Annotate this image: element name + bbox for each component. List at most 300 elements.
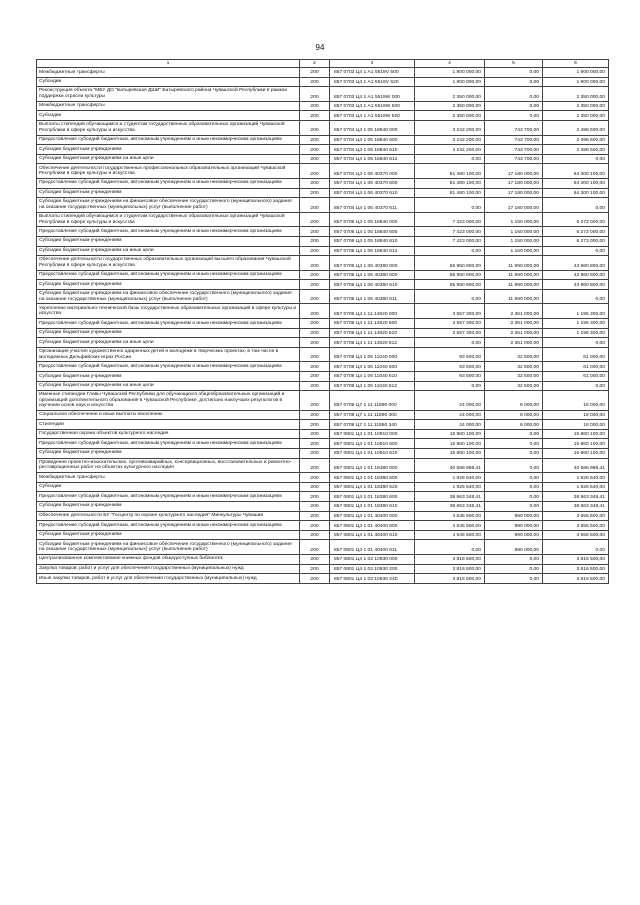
- row-code-cell: 200: [300, 319, 330, 329]
- row-code-cell: 200: [300, 530, 330, 540]
- row-code-cell: 200: [300, 178, 330, 188]
- row-amount-approved-cell: 0,00: [415, 154, 485, 164]
- row-name-cell: Обеспечение деятельности государственных профессиональных образовательных организаций Чувашской Республики в сфере культуры и искусства: [37, 164, 300, 179]
- table-row: [37, 246, 609, 256]
- row-classification-cell: 857 0801 Ц4 1 01 18380 520: [330, 482, 415, 492]
- row-classification-cell: 857 0801 Ц4 1 01 40400 000: [330, 511, 415, 521]
- row-name-cell: Субсидии бюджетным учреждениям: [37, 188, 300, 198]
- row-classification-cell: 857 0801 Ц4 1 01 10910 000: [330, 429, 415, 439]
- row-name-cell: Стипендии: [37, 420, 300, 430]
- row-amount-approved-cell: 15 860 100,00: [415, 439, 485, 449]
- row-classification-cell: 857 0801 Ц4 1 02 10930 240: [330, 574, 415, 584]
- row-amount-approved-cell: 0,00: [415, 381, 485, 391]
- row-amount-approved-cell: 24 000,00: [415, 391, 485, 410]
- row-amount-total-cell: 1 925 640,00: [543, 482, 609, 492]
- row-amount-total-cell: 61 000,00: [543, 372, 609, 382]
- row-name-cell: Субсидии бюджетным учреждениям: [37, 328, 300, 338]
- row-amount-total-cell: 1 900 000,00: [543, 77, 609, 87]
- row-amount-change-cell: 890 000,00: [485, 521, 543, 531]
- row-amount-change-cell: 6 000,00: [485, 410, 543, 420]
- row-amount-approved-cell: 4 545 500,00: [415, 511, 485, 521]
- row-amount-change-cell: 17 180 000,00: [485, 188, 543, 198]
- row-amount-total-cell: 1 196 300,00: [543, 304, 609, 319]
- row-amount-change-cell: 1 150 000,00: [485, 236, 543, 246]
- row-code-cell: 200: [300, 362, 330, 372]
- row-amount-approved-cell: 3 816 500,00: [415, 574, 485, 584]
- row-amount-approved-cell: 93 500,00: [415, 372, 485, 382]
- row-amount-total-cell: 38 663 348,41: [543, 492, 609, 502]
- row-amount-total-cell: 43 960 800,00: [543, 270, 609, 280]
- row-name-cell: Субсидии бюджетным учреждениям на иные цели: [37, 338, 300, 348]
- row-amount-approved-cell: 7 423 000,00: [415, 212, 485, 227]
- row-classification-cell: 857 0706 Ц4 1 05 18840 000: [330, 212, 415, 227]
- row-code-cell: 200: [300, 473, 330, 483]
- table-row: [37, 236, 609, 246]
- row-classification-cell: 857 0706 Ц4 1 06 40380 000: [330, 256, 415, 271]
- row-amount-change-cell: 0,00: [485, 68, 543, 78]
- table-row: [37, 372, 609, 382]
- row-amount-change-cell: 32 500,00: [485, 381, 543, 391]
- table-row: [37, 270, 609, 280]
- row-name-cell: Предоставление субсидий бюджетным, автономным учреждениям и иным некоммерческим организациям: [37, 135, 300, 145]
- row-code-cell: 200: [300, 289, 330, 304]
- row-name-cell: Межбюджетные трансферты: [37, 101, 300, 111]
- row-name-cell: Выплаты стипендий обучающимся и студентам государственных образовательных организаций Чувашской Республики в сфере культуры и искусства: [37, 120, 300, 135]
- row-amount-total-cell: 0,00: [543, 198, 609, 213]
- table-row: [37, 120, 609, 135]
- row-code-cell: 200: [300, 270, 330, 280]
- row-amount-change-cell: 0,00: [485, 564, 543, 574]
- row-amount-approved-cell: 0,00: [415, 540, 485, 555]
- row-name-cell: Субсидии бюджетным учреждениям на иные цели: [37, 381, 300, 391]
- row-name-cell: Предоставление субсидий бюджетным, автономным учреждениям и иным некоммерческим организациям: [37, 227, 300, 237]
- row-name-cell: Реконструкция объекта "МБУ ДО "Батыревская ДШИ" Батыревского района Чувашской Республики в рамках поддержки отрасли культуры: [37, 87, 300, 102]
- row-amount-approved-cell: 81 480 100,00: [415, 164, 485, 179]
- table-row: [37, 319, 609, 329]
- row-amount-total-cell: 18 000,00: [543, 410, 609, 420]
- row-amount-approved-cell: 2 350 000,00: [415, 87, 485, 102]
- row-code-cell: 200: [300, 77, 330, 87]
- row-name-cell: Субсидии бюджетным учреждениям: [37, 448, 300, 458]
- table-row: [37, 564, 609, 574]
- row-amount-change-cell: 1 150 000,00: [485, 246, 543, 256]
- row-amount-total-cell: 6 273 000,00: [543, 227, 609, 237]
- column-header-5: 5: [485, 60, 543, 68]
- table-row: [37, 178, 609, 188]
- table-row: [37, 289, 609, 304]
- column-header-4: 4: [415, 60, 485, 68]
- row-classification-cell: 857 0704 Ц4 1 05 18840 000: [330, 120, 415, 135]
- row-amount-total-cell: 3 655 500,00: [543, 530, 609, 540]
- row-amount-change-cell: 743 700,00: [485, 154, 543, 164]
- row-name-cell: Субсидии бюджетным учреждениям: [37, 530, 300, 540]
- row-amount-total-cell: 0,00: [543, 154, 609, 164]
- row-amount-approved-cell: 93 500,00: [415, 362, 485, 372]
- row-amount-change-cell: 890 000,00: [485, 540, 543, 555]
- row-amount-approved-cell: 4 545 500,00: [415, 530, 485, 540]
- row-code-cell: 200: [300, 212, 330, 227]
- row-name-cell: Централизованное комплектование книжных фондов общедоступных библиотек: [37, 554, 300, 564]
- table-row: [37, 574, 609, 584]
- row-amount-approved-cell: 3 557 300,00: [415, 304, 485, 319]
- row-name-cell: Субсидии бюджетным учреждениям на финансовое обеспечение государственного (муниципального) задания на оказание государственных (муниципальных) услуг (выполнение работ): [37, 289, 300, 304]
- row-amount-total-cell: 0,00: [543, 246, 609, 256]
- table-row: [37, 212, 609, 227]
- row-amount-total-cell: 1 196 300,00: [543, 328, 609, 338]
- row-name-cell: Предоставление субсидий бюджетным, автономным учреждениям и иным некоммерческим организациям: [37, 270, 300, 280]
- row-amount-approved-cell: 0,00: [415, 198, 485, 213]
- row-amount-total-cell: 0,00: [543, 381, 609, 391]
- row-classification-cell: 857 0704 Ц4 1 06 40370 000: [330, 164, 415, 179]
- row-name-cell: Обеспечение деятельности государственных образовательных организаций высшего образования Чувашской Республики в сфере культуры и искусства: [37, 256, 300, 271]
- row-amount-change-cell: 0,00: [485, 458, 543, 473]
- row-classification-cell: 857 0801 Ц4 1 01 40400 610: [330, 530, 415, 540]
- page-number: 94: [315, 43, 325, 52]
- table-row: [37, 429, 609, 439]
- row-classification-cell: 857 0703 Ц4 1 А1 5519V 500: [330, 68, 415, 78]
- row-name-cell: Предоставление субсидий бюджетным, автономным учреждениям и иным некоммерческим организациям: [37, 521, 300, 531]
- table-row: [37, 473, 609, 483]
- row-code-cell: 200: [300, 448, 330, 458]
- table-row: [37, 501, 609, 511]
- row-classification-cell: 857 0706 Ц4 1 11 14820 000: [330, 304, 415, 319]
- row-code-cell: 200: [300, 391, 330, 410]
- row-classification-cell: 857 0706 Ц4 1 11 14820 600: [330, 319, 415, 329]
- row-amount-total-cell: 2 350 000,00: [543, 101, 609, 111]
- row-amount-change-cell: 11 990 000,00: [485, 270, 543, 280]
- row-amount-total-cell: 2 350 000,00: [543, 87, 609, 102]
- row-classification-cell: 857 0801 Ц4 1 01 18380 000: [330, 458, 415, 473]
- table-row: [37, 410, 609, 420]
- row-code-cell: 200: [300, 338, 330, 348]
- table-body: [37, 68, 609, 584]
- row-amount-total-cell: 2 498 500,00: [543, 120, 609, 135]
- row-name-cell: Предоставление субсидий бюджетным, автономным учреждениям и иным некоммерческим организациям: [37, 492, 300, 502]
- row-amount-total-cell: 18 000,00: [543, 391, 609, 410]
- row-amount-total-cell: 15 860 100,00: [543, 448, 609, 458]
- row-amount-change-cell: 0,00: [485, 554, 543, 564]
- budget-table: [36, 59, 609, 584]
- row-name-cell: Предоставление субсидий бюджетным, автономным учреждениям и иным некоммерческим организациям: [37, 319, 300, 329]
- row-classification-cell: 857 0706 Ц4 1 05 18840 600: [330, 227, 415, 237]
- row-name-cell: Субсидии: [37, 111, 300, 121]
- row-amount-change-cell: 0,00: [485, 482, 543, 492]
- row-amount-approved-cell: 38 663 348,41: [415, 501, 485, 511]
- row-amount-approved-cell: 40 588 988,41: [415, 458, 485, 473]
- row-code-cell: 200: [300, 101, 330, 111]
- row-classification-cell: 857 0704 Ц4 1 06 40370 610: [330, 188, 415, 198]
- column-header-2: 2: [300, 60, 330, 68]
- row-amount-change-cell: 0,00: [485, 101, 543, 111]
- row-code-cell: 200: [300, 482, 330, 492]
- row-amount-total-cell: 0,00: [543, 540, 609, 555]
- row-name-cell: Предоставление субсидий бюджетным, автономным учреждениям и иным некоммерческим организациям: [37, 362, 300, 372]
- row-classification-cell: 857 0704 Ц4 1 05 18840 610: [330, 145, 415, 155]
- table-header-row: [37, 60, 609, 68]
- row-amount-change-cell: 0,00: [485, 429, 543, 439]
- column-header-6: 6: [543, 60, 609, 68]
- row-code-cell: 200: [300, 458, 330, 473]
- row-classification-cell: 857 0709 Ц4 1 06 11040 600: [330, 362, 415, 372]
- row-classification-cell: 857 0709 Ц7 1 11 11890 340: [330, 420, 415, 430]
- row-code-cell: 200: [300, 501, 330, 511]
- row-amount-change-cell: 0,00: [485, 439, 543, 449]
- table-row: [37, 458, 609, 473]
- row-amount-approved-cell: 0,00: [415, 246, 485, 256]
- row-amount-total-cell: 6 273 000,00: [543, 212, 609, 227]
- row-classification-cell: 857 0709 Ц7 1 11 11890 300: [330, 410, 415, 420]
- row-classification-cell: 857 0709 Ц7 1 11 11890 000: [330, 391, 415, 410]
- row-amount-change-cell: 32 500,00: [485, 362, 543, 372]
- table-row: [37, 101, 609, 111]
- row-amount-total-cell: 61 000,00: [543, 347, 609, 362]
- row-amount-change-cell: 0,00: [485, 448, 543, 458]
- row-amount-total-cell: 3 655 500,00: [543, 521, 609, 531]
- table-row: [37, 554, 609, 564]
- row-classification-cell: 857 0703 Ц4 1 А1 5519W 000: [330, 87, 415, 102]
- row-amount-change-cell: 2 361 000,00: [485, 319, 543, 329]
- row-classification-cell: 857 0704 Ц4 1 05 18840 600: [330, 135, 415, 145]
- row-name-cell: Субсидии бюджетным учреждениям на финансовое обеспечение государственного (муниципального) задания на оказание государственных (муниципальных) услуг (выполнение работ): [37, 198, 300, 213]
- row-code-cell: 200: [300, 145, 330, 155]
- row-name-cell: Социальное обеспечение и иные выплаты населению: [37, 410, 300, 420]
- row-classification-cell: 857 0706 Ц4 1 05 18840 612: [330, 246, 415, 256]
- row-amount-change-cell: 11 990 000,00: [485, 280, 543, 290]
- table-row: [37, 540, 609, 555]
- row-classification-cell: 857 0706 Ц4 1 06 40380 611: [330, 289, 415, 304]
- table-row: [37, 439, 609, 449]
- row-name-cell: Обеспечение деятельности БУ "Госцентр по охране культурного наследия" Минкультуры Чувашии: [37, 511, 300, 521]
- row-amount-approved-cell: 2 350 000,00: [415, 101, 485, 111]
- row-name-cell: Межбюджетные трансферты: [37, 473, 300, 483]
- row-code-cell: 200: [300, 492, 330, 502]
- column-header-1: 1: [37, 60, 300, 68]
- table-row: [37, 154, 609, 164]
- row-classification-cell: 857 0706 Ц4 1 11 14820 612: [330, 338, 415, 348]
- row-amount-approved-cell: 0,00: [415, 289, 485, 304]
- row-name-cell: Предоставление субсидий бюджетным, автономным учреждениям и иным некоммерческим организациям: [37, 178, 300, 188]
- row-code-cell: 200: [300, 511, 330, 521]
- row-amount-total-cell: 38 663 348,41: [543, 501, 609, 511]
- row-classification-cell: 857 0801 Ц4 1 01 10910 600: [330, 439, 415, 449]
- row-amount-approved-cell: 15 860 100,00: [415, 429, 485, 439]
- table-row: [37, 347, 609, 362]
- row-amount-approved-cell: 24 000,00: [415, 420, 485, 430]
- table-row: [37, 521, 609, 531]
- row-code-cell: 200: [300, 372, 330, 382]
- row-code-cell: 200: [300, 410, 330, 420]
- row-amount-change-cell: 890 000,00: [485, 530, 543, 540]
- row-amount-change-cell: 0,00: [485, 111, 543, 121]
- row-classification-cell: 857 0704 Ц4 1 06 40370 611: [330, 198, 415, 213]
- row-name-cell: Межбюджетные трансферты: [37, 68, 300, 78]
- row-code-cell: 200: [300, 87, 330, 102]
- row-classification-cell: 857 0704 Ц4 1 05 18840 612: [330, 154, 415, 164]
- row-code-cell: 200: [300, 120, 330, 135]
- row-amount-approved-cell: 7 423 000,00: [415, 236, 485, 246]
- row-classification-cell: 857 0704 Ц4 1 06 40370 600: [330, 178, 415, 188]
- row-amount-approved-cell: 55 950 800,00: [415, 280, 485, 290]
- row-amount-approved-cell: 3 242 200,00: [415, 145, 485, 155]
- row-amount-total-cell: 64 300 100,00: [543, 178, 609, 188]
- table-row: [37, 164, 609, 179]
- row-amount-total-cell: 43 960 800,00: [543, 280, 609, 290]
- row-name-cell: Выплаты стипендий обучающимся и студентам государственных образовательных организаций Чувашской Республики в сфере культуры и искусства: [37, 212, 300, 227]
- row-classification-cell: 857 0801 Ц4 1 01 10910 610: [330, 448, 415, 458]
- row-code-cell: 200: [300, 111, 330, 121]
- row-classification-cell: 857 0703 Ц4 1 А1 5519W 500: [330, 101, 415, 111]
- row-amount-total-cell: 18 000,00: [543, 420, 609, 430]
- row-code-cell: 200: [300, 236, 330, 246]
- column-header-3: 3: [330, 60, 415, 68]
- table-row: [37, 362, 609, 372]
- row-amount-change-cell: 890 000,00: [485, 511, 543, 521]
- table-row: [37, 304, 609, 319]
- row-name-cell: Субсидии: [37, 77, 300, 87]
- row-code-cell: 200: [300, 564, 330, 574]
- row-amount-total-cell: 0,00: [543, 338, 609, 348]
- row-classification-cell: 857 0709 Ц4 1 06 11040 610: [330, 372, 415, 382]
- row-amount-change-cell: 17 180 000,00: [485, 164, 543, 179]
- row-amount-total-cell: 2 498 500,00: [543, 135, 609, 145]
- row-name-cell: Субсидии бюджетным учреждениям на иные цели: [37, 246, 300, 256]
- row-amount-change-cell: 2 361 000,00: [485, 338, 543, 348]
- table-row: [37, 420, 609, 430]
- row-code-cell: 200: [300, 521, 330, 531]
- row-amount-approved-cell: 15 860 100,00: [415, 448, 485, 458]
- row-code-cell: 200: [300, 574, 330, 584]
- row-code-cell: 200: [300, 246, 330, 256]
- row-amount-change-cell: 1 150 000,00: [485, 227, 543, 237]
- row-name-cell: Организация участия художественно одаренных детей и молодежи в творческих проектах, в том числе в молодежных Дельфийских играх России: [37, 347, 300, 362]
- row-code-cell: 200: [300, 429, 330, 439]
- row-name-cell: Субсидии: [37, 482, 300, 492]
- row-code-cell: 200: [300, 280, 330, 290]
- row-amount-approved-cell: 38 663 348,41: [415, 492, 485, 502]
- table-row: [37, 280, 609, 290]
- row-amount-approved-cell: 24 000,00: [415, 410, 485, 420]
- row-code-cell: 200: [300, 154, 330, 164]
- row-code-cell: 200: [300, 347, 330, 362]
- row-amount-change-cell: 6 000,00: [485, 420, 543, 430]
- row-code-cell: 200: [300, 188, 330, 198]
- row-code-cell: 200: [300, 381, 330, 391]
- row-code-cell: 200: [300, 554, 330, 564]
- row-amount-total-cell: 40 588 988,41: [543, 458, 609, 473]
- row-name-cell: Субсидии бюджетным учреждениям: [37, 372, 300, 382]
- row-amount-approved-cell: 4 545 500,00: [415, 521, 485, 531]
- table-row: [37, 448, 609, 458]
- table-row: [37, 227, 609, 237]
- row-amount-total-cell: 6 273 000,00: [543, 236, 609, 246]
- row-name-cell: Иные закупки товаров, работ и услуг для обеспечения государственных (муниципальных) нужд: [37, 574, 300, 584]
- row-amount-total-cell: 61 000,00: [543, 362, 609, 372]
- row-code-cell: 200: [300, 227, 330, 237]
- row-name-cell: Субсидии бюджетным учреждениям на финансовое обеспечение государственного (муниципального) задания на оказание государственных (муниципальных) услуг (выполнение работ): [37, 540, 300, 555]
- table-row: [37, 511, 609, 521]
- row-amount-approved-cell: 93 500,00: [415, 347, 485, 362]
- table-row: [37, 391, 609, 410]
- row-amount-change-cell: 743 700,00: [485, 120, 543, 135]
- row-amount-change-cell: 0,00: [485, 87, 543, 102]
- row-classification-cell: 857 0801 Ц4 1 01 18380 600: [330, 492, 415, 502]
- row-amount-total-cell: 3 816 500,00: [543, 574, 609, 584]
- table-row: [37, 111, 609, 121]
- table-row: [37, 256, 609, 271]
- row-name-cell: Закупка товаров, работ и услуг для обеспечения государственных (муниципальных) нужд: [37, 564, 300, 574]
- row-amount-approved-cell: 1 925 640,00: [415, 482, 485, 492]
- row-amount-change-cell: 0,00: [485, 77, 543, 87]
- row-amount-total-cell: 3 816 500,00: [543, 554, 609, 564]
- table-row: [37, 381, 609, 391]
- row-amount-total-cell: 64 300 100,00: [543, 188, 609, 198]
- row-name-cell: Субсидии бюджетным учреждениям: [37, 280, 300, 290]
- row-amount-total-cell: 1 900 000,00: [543, 68, 609, 78]
- table-row: [37, 338, 609, 348]
- row-code-cell: 200: [300, 256, 330, 271]
- row-amount-change-cell: 6 000,00: [485, 391, 543, 410]
- table-row: [37, 492, 609, 502]
- row-classification-cell: 857 0703 Ц4 1 А1 5519W 520: [330, 111, 415, 121]
- row-name-cell: Субсидии бюджетным учреждениям: [37, 501, 300, 511]
- row-amount-approved-cell: 3 816 500,00: [415, 554, 485, 564]
- row-code-cell: 200: [300, 304, 330, 319]
- row-amount-change-cell: 17 180 000,00: [485, 198, 543, 213]
- row-classification-cell: 857 0801 Ц4 1 02 10930 000: [330, 554, 415, 564]
- row-name-cell: Государственная охрана объектов культурного наследия: [37, 429, 300, 439]
- row-classification-cell: 857 0706 Ц4 1 06 40380 610: [330, 280, 415, 290]
- row-code-cell: 200: [300, 420, 330, 430]
- row-code-cell: 200: [300, 164, 330, 179]
- table-row: [37, 188, 609, 198]
- row-amount-change-cell: 0,00: [485, 492, 543, 502]
- row-classification-cell: 857 0801 Ц4 1 01 18380 500: [330, 473, 415, 483]
- row-code-cell: 200: [300, 68, 330, 78]
- row-amount-total-cell: 1 925 640,00: [543, 473, 609, 483]
- table-row: [37, 135, 609, 145]
- row-name-cell: Именные стипендии Главы Чувашской Республики для обучающихся общеобразовательных организаций и организаций дополнительного образования в Чувашской Республике, достигших наилучших результатов в изучении основ наук и искусства: [37, 391, 300, 410]
- table-row: [37, 77, 609, 87]
- row-amount-total-cell: 64 300 100,00: [543, 164, 609, 179]
- row-classification-cell: 857 0801 Ц4 1 01 40400 611: [330, 540, 415, 555]
- row-amount-change-cell: 0,00: [485, 501, 543, 511]
- row-amount-approved-cell: 55 950 800,00: [415, 270, 485, 280]
- row-name-cell: Субсидии бюджетным учреждениям: [37, 236, 300, 246]
- row-amount-approved-cell: 3 242 200,00: [415, 120, 485, 135]
- table-row: [37, 145, 609, 155]
- row-code-cell: 200: [300, 135, 330, 145]
- row-amount-approved-cell: 81 480 100,00: [415, 188, 485, 198]
- row-amount-approved-cell: 1 900 000,00: [415, 68, 485, 78]
- row-amount-change-cell: 32 500,00: [485, 347, 543, 362]
- row-amount-approved-cell: 3 557 300,00: [415, 328, 485, 338]
- row-classification-cell: 857 0703 Ц4 1 А1 5519V 520: [330, 77, 415, 87]
- row-amount-change-cell: 11 990 000,00: [485, 256, 543, 271]
- table-row: [37, 87, 609, 102]
- row-classification-cell: 857 0709 Ц4 1 06 11040 612: [330, 381, 415, 391]
- row-amount-approved-cell: 3 557 300,00: [415, 319, 485, 329]
- row-amount-change-cell: 0,00: [485, 574, 543, 584]
- table-row: [37, 328, 609, 338]
- row-amount-total-cell: 2 350 000,00: [543, 111, 609, 121]
- row-classification-cell: 857 0801 Ц4 1 02 10930 200: [330, 564, 415, 574]
- row-classification-cell: 857 0706 Ц4 1 06 40380 600: [330, 270, 415, 280]
- row-code-cell: 200: [300, 198, 330, 213]
- row-amount-total-cell: 0,00: [543, 289, 609, 304]
- row-amount-approved-cell: 1 925 640,00: [415, 473, 485, 483]
- row-amount-total-cell: 2 498 500,00: [543, 145, 609, 155]
- row-amount-approved-cell: 7 423 000,00: [415, 227, 485, 237]
